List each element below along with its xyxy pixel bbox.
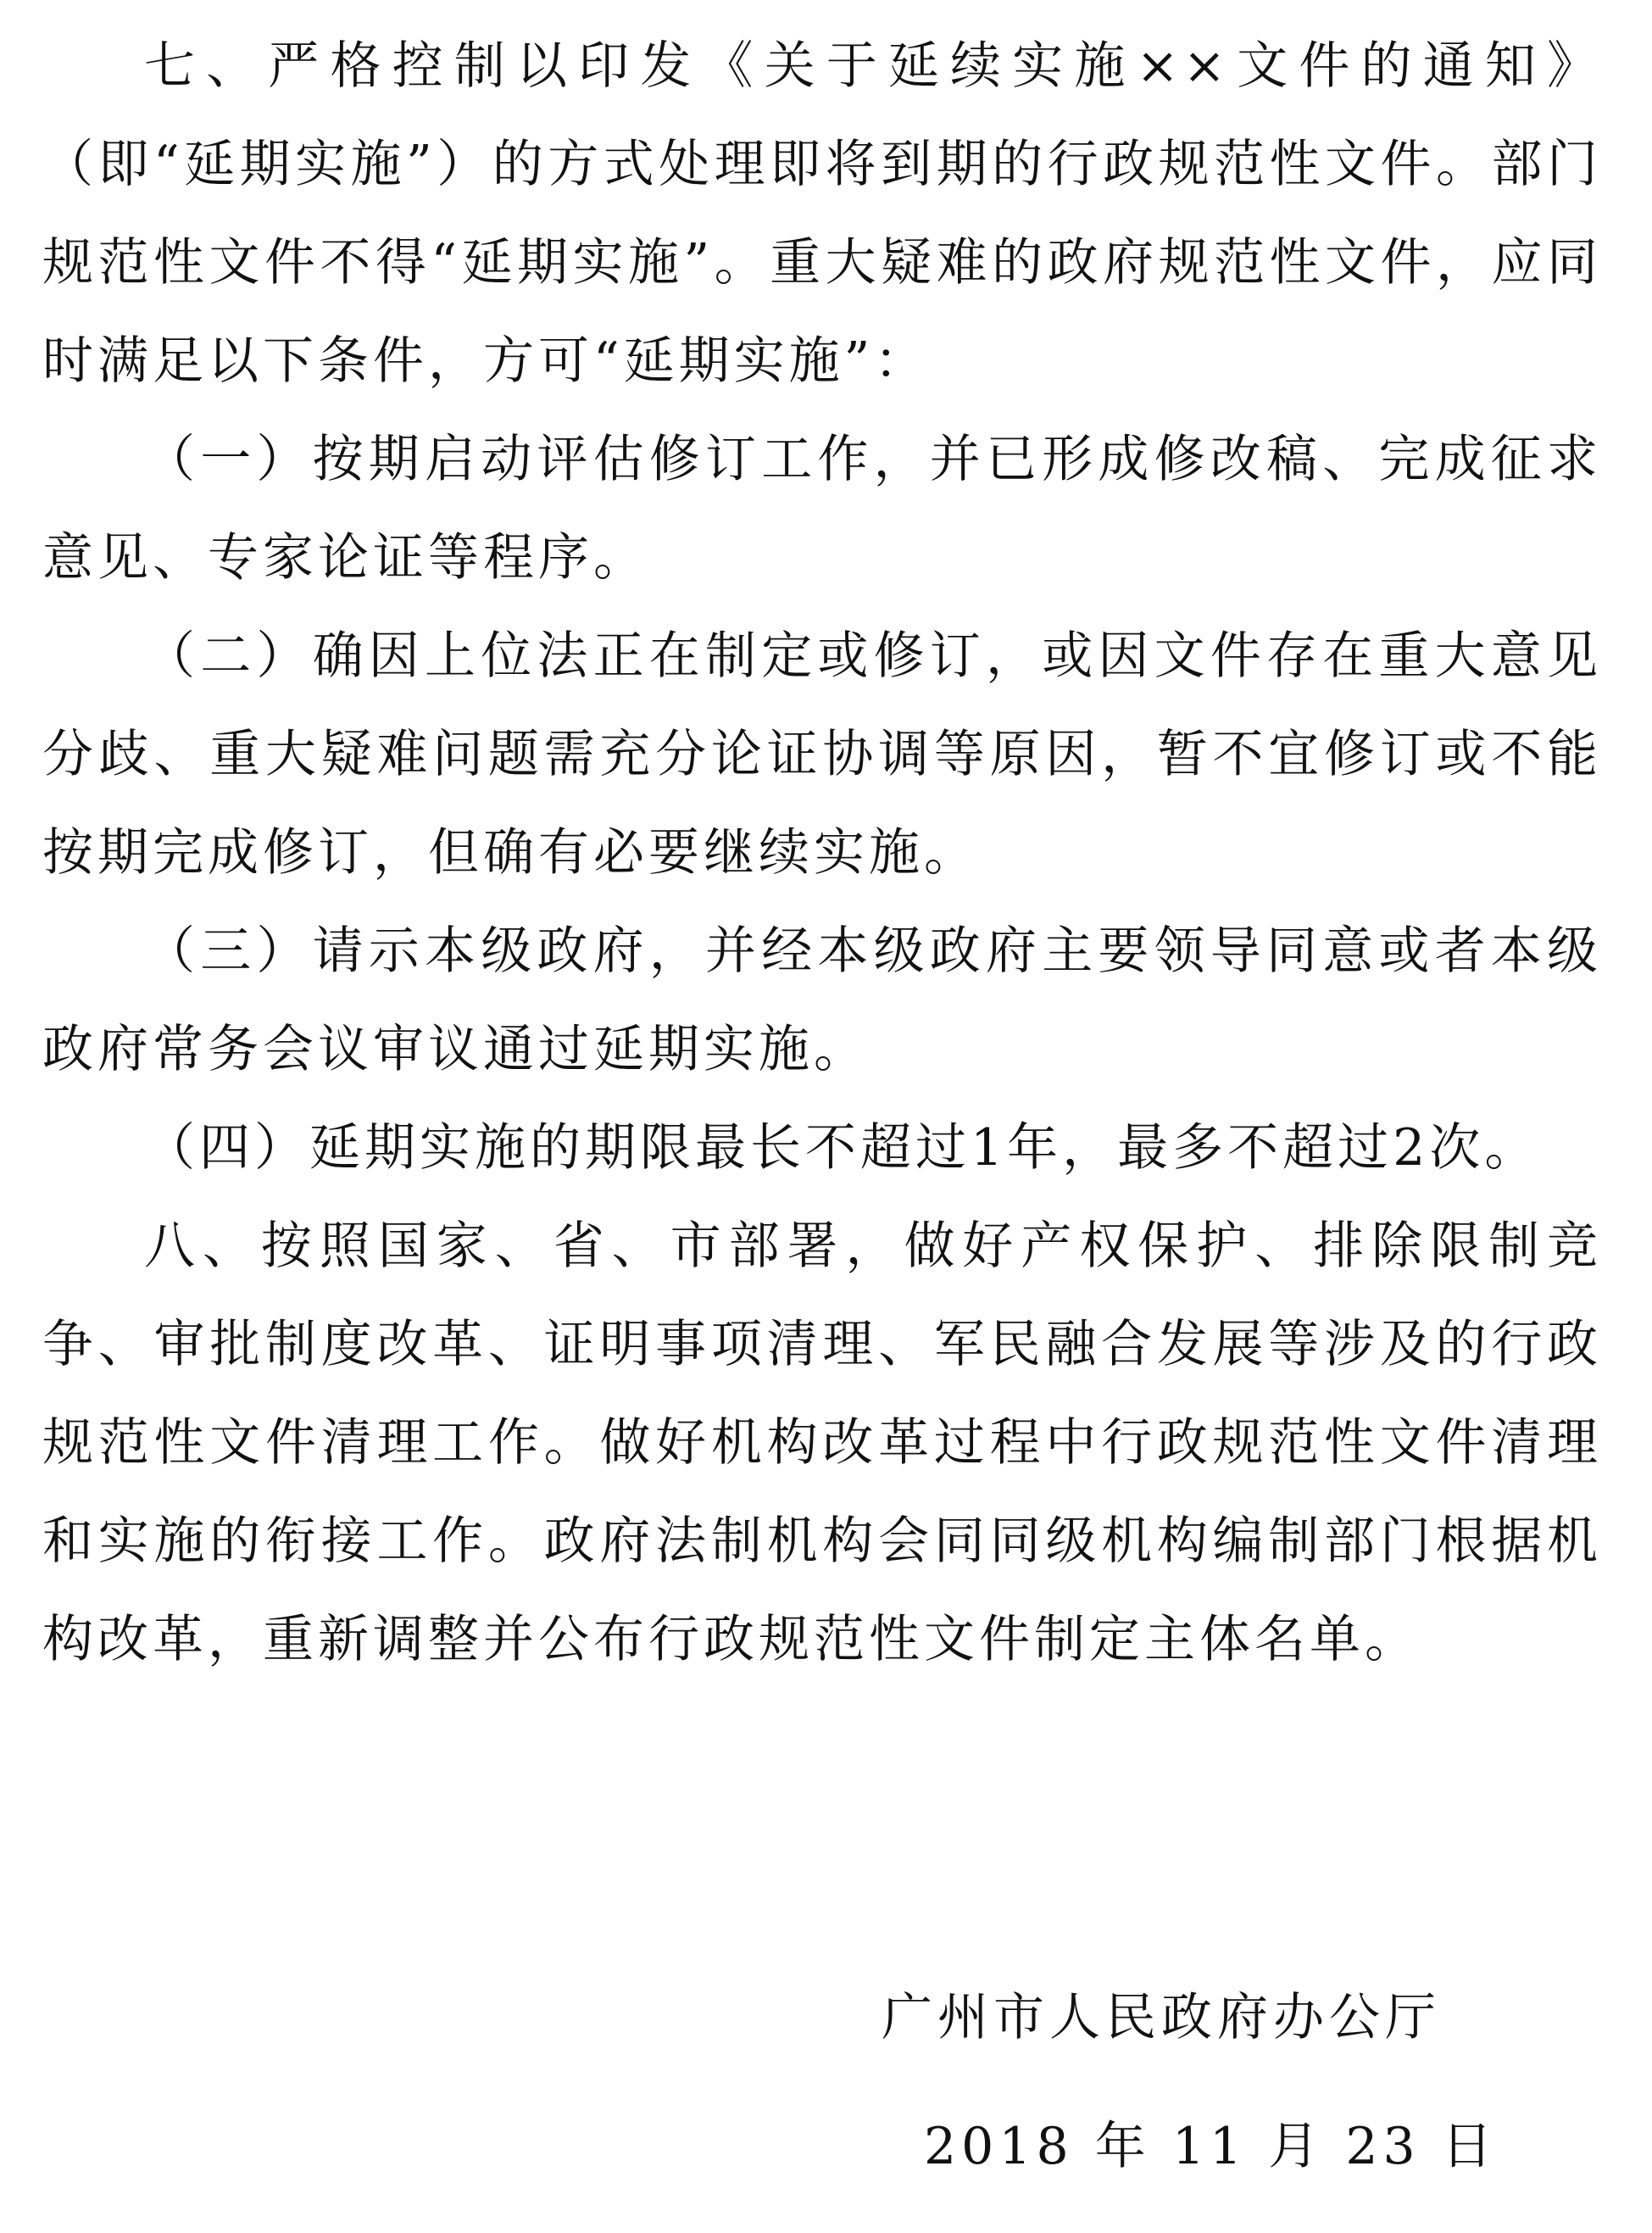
issuing-organization: 广州市人民政府办公厅 [882,1988,1441,2047]
paragraph-section-7: 七、严格控制以印发《关于延续实施××文件的通知》（即“延期实施”）的方式处理即将到期的行政规范性文件。部门规范性文件不得“延期实施”。重大疑难的政府规范性文件，应同时满足以下条件，方可“延期实施”： [42,36,1602,391]
paragraph-item-3: （三）请示本级政府，并经本级政府主要领导同意或者本级政府常务会议审议通过延期实施。 [42,922,1602,1079]
paragraph-item-2: （二）确因上位法正在制定或修订，或因文件存在重大意见分歧、重大疑难问题需充分论证协调等原因，暂不宜修订或不能按期完成修订，但确有必要继续实施。 [42,626,1602,883]
paragraph-section-8: 八、按照国家、省、市部署，做好产权保护、排除限制竞争、审批制度改革、证明事项清理、军民融合发展等涉及的行政规范性文件清理工作。做好机构改革过程中行政规范性文件清理和实施的衔接工作。政府法制机构会同同级机构编制部门根据机构改革，重新调整并公布行政规范性文件制定主体名单。 [42,1217,1602,1669]
paragraph-item-4: （四）延期实施的期限最长不超过1年，最多不超过2次。 [144,1118,1540,1178]
issue-date: 2018 年 11 月 23 日 [924,2117,1498,2176]
document-body [42,17,1602,1689]
paragraph-item-1: （一）按期启动评估修订工作，并已形成修改稿、完成征求意见、专家论证等程序。 [42,430,1602,587]
